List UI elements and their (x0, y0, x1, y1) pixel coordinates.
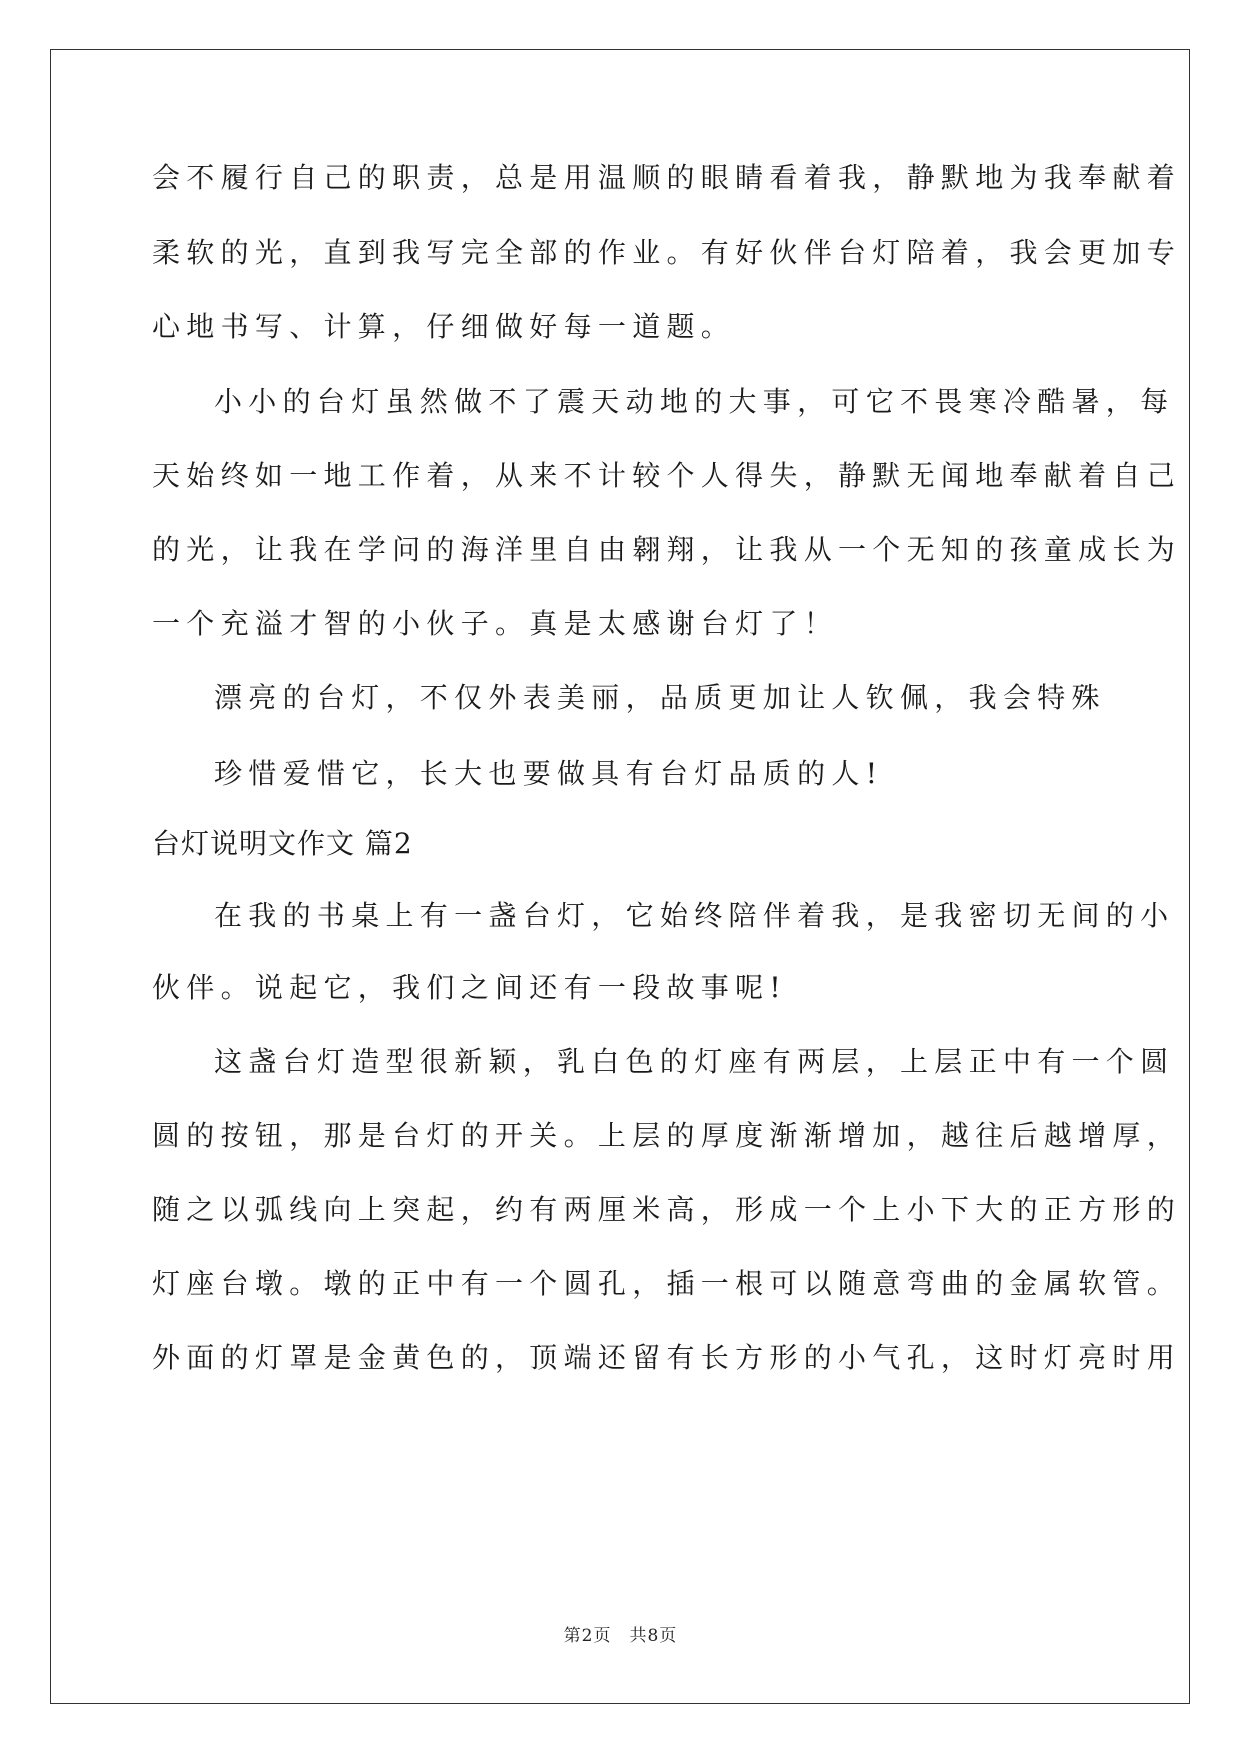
paragraph-start-line: 珍惜爱惜它，长大也要做具有台灯品质的人! (214, 757, 884, 790)
text-line: 天始终如一地工作着，从来不计较个人得失，静默无闻地奉献着自己 (152, 459, 1182, 492)
text-line: 圆的按钮，那是台灯的开关。上层的厚度渐渐增加，越往后越增厚， (152, 1119, 1182, 1152)
paragraph-start-line: 小小的台灯虽然做不了震天动地的大事，可它不畏寒冷酷暑，每 (214, 385, 1175, 418)
page-border (50, 49, 1190, 1704)
text-line: 一个充溢才智的小伙子。真是太感谢台灯了！ (152, 607, 839, 640)
text-line: 外面的灯罩是金黄色的，顶端还留有长方形的小气孔，这时灯亮时用 (152, 1341, 1182, 1374)
paragraph-start-line: 漂亮的台灯，不仅外表美丽，品质更加让人钦佩，我会特殊 (214, 681, 1106, 714)
text-line: 柔软的光，直到我写完全部的作业。有好伙伴台灯陪着，我会更加专 (152, 236, 1182, 269)
text-line: 灯座台墩。墩的正中有一个圆孔，插一根可以随意弯曲的金属软管。 (152, 1267, 1182, 1300)
text-line: 会不履行自己的职责，总是用温顺的眼睛看着我，静默地为我奉献着 (152, 161, 1182, 194)
section-heading: 台灯说明文作文 篇2 (152, 827, 413, 860)
text-line: 的光，让我在学问的海洋里自由翱翔，让我从一个无知的孩童成长为 (152, 533, 1182, 566)
page-number-footer: 第2页 共8页 (563, 1626, 678, 1646)
text-line: 随之以弧线向上突起，约有两厘米高，形成一个上小下大的正方形的 (152, 1193, 1182, 1226)
paragraph-start-line: 这盏台灯造型很新颖，乳白色的灯座有两层，上层正中有一个圆 (214, 1045, 1175, 1078)
paragraph-start-line: 在我的书桌上有一盏台灯，它始终陪伴着我，是我密切无间的小 (214, 899, 1175, 932)
text-line: 伙伴。说起它，我们之间还有一段故事呢! (152, 971, 787, 1004)
text-line: 心地书写、计算，仔细做好每一道题。 (152, 310, 736, 343)
